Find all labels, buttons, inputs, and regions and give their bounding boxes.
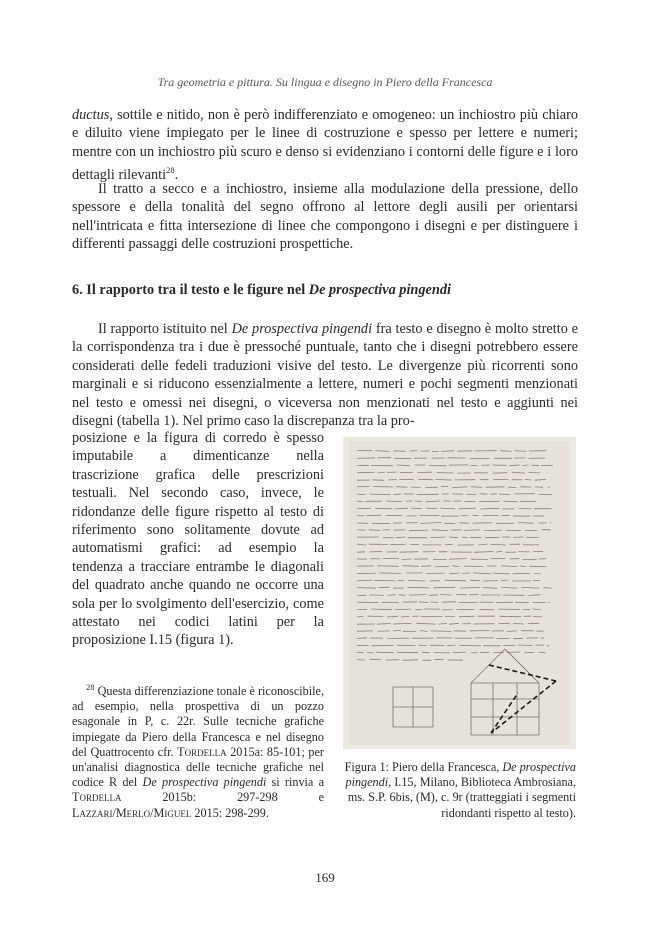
running-head: Tra geometria e pittura. Su lingua e disegno in Piero della Francesca xyxy=(157,75,493,89)
footnote-italic: De prospectiva pingendi xyxy=(142,775,267,790)
handwriting-stroke xyxy=(435,480,452,481)
caption-b: , I.15, Milano, Biblioteca Ambrosiana, ms. S.P. 6bis, (M), c. 9r (tratteggiati i segmenti ridondanti rispetto al testo). xyxy=(347,775,576,820)
handwriting-stroke xyxy=(409,595,426,596)
ductus-term: ductus xyxy=(72,107,110,123)
handwriting-stroke xyxy=(395,609,411,610)
handwriting-stroke xyxy=(504,501,517,502)
paragraph-2: Il tratto a secco e a inchiostro, insieme alla modulazione della pressione, dello spessore e della tonalità del segno offrono al lettore degli ausili per orientarsi nell'intricata e fitta intersezione di linee che compongono i disegni e per distinguere i differenti passaggi delle costruzioni prospettiche. xyxy=(72,181,578,253)
handwriting-stroke xyxy=(401,617,410,618)
handwriting-stroke xyxy=(507,631,517,632)
handwriting-stroke xyxy=(388,480,397,481)
section-heading xyxy=(72,282,578,299)
paragraph-3 xyxy=(72,320,578,430)
footnote-text-c: si rinvia a xyxy=(266,775,324,790)
handwriting-stroke xyxy=(464,530,480,531)
footnote-number: 28 xyxy=(86,682,95,692)
handwriting-stroke xyxy=(411,508,422,509)
handwriting-stroke xyxy=(400,552,419,553)
handwriting-stroke xyxy=(377,566,398,567)
heading-italic-title: De prospectiva pingendi xyxy=(308,282,451,298)
handwriting-stroke xyxy=(491,494,497,495)
handwriting-stroke xyxy=(375,508,392,509)
handwriting-stroke xyxy=(522,465,528,466)
manuscript-figure xyxy=(343,437,576,749)
paragraph-3-italic: De prospectiva pingendi xyxy=(231,321,373,337)
handwriting-stroke xyxy=(376,652,394,653)
handwriting-stroke xyxy=(541,638,544,639)
handwriting-stroke xyxy=(429,595,438,596)
handwriting-stroke xyxy=(357,494,365,495)
handwriting-stroke xyxy=(470,537,481,538)
caption-italic: De prospectiva pingendi xyxy=(345,760,576,790)
handwriting-stroke xyxy=(379,573,401,574)
footnote-text-a: Questa differenziazione tonale è riconoscibile, ad esempio, nella prospettiva di un pozzo esagonale in P, c. 22r. Sulle tecniche grafiche impiegate da Piero della Francesca e nel disegno del Quattrocento cfr. xyxy=(72,684,324,759)
paragraph-1-end: . xyxy=(174,166,179,183)
author-tordella-1: Tordella xyxy=(177,744,227,759)
handwriting-stroke xyxy=(470,580,480,581)
handwriting-stroke xyxy=(502,515,510,516)
paragraph-3-a: Il rapporto istituito nel xyxy=(98,321,232,337)
footnote-ref-28[interactable]: 28 xyxy=(166,165,175,176)
handwriting-stroke xyxy=(533,609,541,610)
handwriting-stroke xyxy=(370,494,391,495)
handwriting-stroke xyxy=(431,631,452,632)
footnote-text-b: 2015a: 85-101; per un'analisi diagnostica delle tecniche grafiche nel codice R del xyxy=(72,744,324,790)
figure-caption xyxy=(343,760,576,821)
handwriting-stroke xyxy=(480,494,488,495)
handwriting-stroke xyxy=(518,645,533,646)
author-lazzari-merlo-miguel: Lazzari/Merlo/Miguel xyxy=(72,805,192,820)
handwriting-stroke xyxy=(434,587,456,588)
caption-a: Figura 1: Piero della Francesca, xyxy=(344,760,503,774)
handwriting-stroke xyxy=(393,451,406,452)
handwriting-stroke xyxy=(408,581,425,582)
footnote-text-e: 2015: 298-299. xyxy=(191,805,269,820)
handwriting-stroke xyxy=(396,487,408,488)
handwriting-stroke xyxy=(373,487,393,488)
paragraph-3-continued: posizione e la figura di corredo è spesso imputabile a dimenticanze nella trascrizione grafica delle prescrizioni testuali. Nel secondo caso, invece, le ridondanze delle figure rispetto al testo di riferimento sono solitamente dovute ad automatismi grafici: ad esempio la tendenza a tracciare entrambe le diagonali del quadrato anche quando ne occorre una sola per lo svolgimento dell'esercizio, come attestato nei codici latini per la proposizione I.15 (figura 1). xyxy=(72,430,324,649)
handwriting-stroke xyxy=(403,660,418,661)
paragraph-1 xyxy=(72,106,578,184)
handwriting-stroke xyxy=(426,508,437,509)
handwriting-stroke xyxy=(372,480,384,481)
handwriting-stroke xyxy=(524,652,534,653)
paragraph-3-b: fra testo e disegno è molto stretto e la corrispondenza tra i due è pressoché puntuale, tanto che i disegni potrebbero essere considerati delle fedeli traduzioni visive del testo. Le divergenze più ricorrenti sono marginali e si riducono essenzialmente a lettere, numeri e pochi segmenti menzionati nel testo e omessi nei disegni, o viceversa non menzionati nel testo e aggiunti nei disegni (tabella 1). Nel primo caso la discrepanza tra la pro- xyxy=(72,321,579,430)
footnote-28 xyxy=(72,680,324,821)
footnote-text-d: 2015b: 297-298 e xyxy=(121,790,324,805)
page-number: 169 xyxy=(315,870,335,885)
handwriting-stroke xyxy=(462,573,471,574)
heading-prefix: 6. Il rapporto tra il testo e le figure nel xyxy=(72,282,309,298)
handwriting-stroke xyxy=(484,530,501,531)
paragraph-1-text: , sottile e nitido, non è però indifferenziato e omogeneo: un inchiostro più chiaro e diluito viene impiegato per le linee di costruzione e spesso per lettere e numeri; mentre con un inchiostro più scuro e denso si evidenziano i contorni delle figure e i loro dettagli rilevanti xyxy=(72,107,578,183)
handwriting-stroke xyxy=(357,616,363,617)
author-tordella-2: Tordella xyxy=(72,790,122,805)
